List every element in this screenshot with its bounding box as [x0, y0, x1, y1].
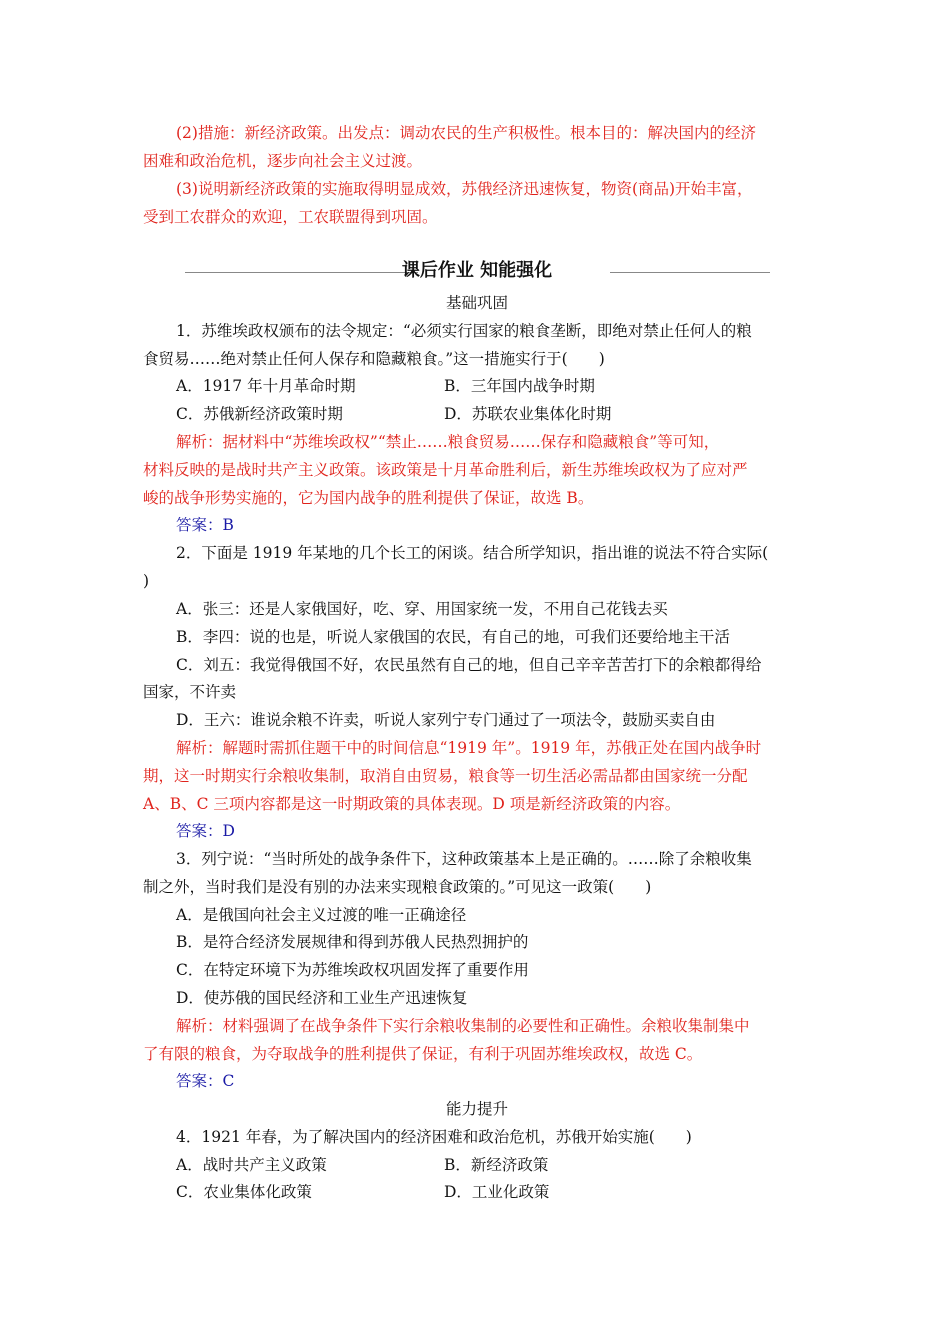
- q4-option-d: D．工业化政策: [444, 1183, 550, 1201]
- prev-answer-p2-line2: 困难和政治危机，逐步向社会主义过渡。: [143, 152, 423, 170]
- subsection-basic: 基础巩固: [445, 294, 508, 312]
- q4-option-c: C．农业集体化政策: [176, 1183, 312, 1201]
- q1-explanation-line2: 材料反映的是战时共产主义政策。该政策是十月革命胜利后，新生苏维埃政权为了应对严: [143, 461, 748, 479]
- q2-option-b: B．李四：说的也是，听说人家俄国的农民，有自己的地，可我们还要给地主干活: [176, 628, 730, 646]
- q2-stem-line1: 2．下面是 1919 年某地的几个长工的闲谈。结合所学知识，指出谁的说法不符合实际(: [176, 544, 769, 562]
- q2-option-c-line1: C．刘五：我觉得俄国不好，农民虽然有自己的地，但自己辛辛苦苦打下的余粮都得给: [176, 656, 762, 674]
- q3-explanation-line1: 解析：材料强调了在战争条件下实行余粮收集制的必要性和正确性。余粮收集制集中: [176, 1017, 750, 1035]
- q1-option-b: B．三年国内战争时期: [444, 377, 595, 395]
- prev-answer-p3-line1: (3)说明新经济政策的实施取得明显成效，苏俄经济迅速恢复，物资(商品)开始丰富，: [176, 180, 753, 198]
- q2-explanation-line3: A、B、C 三项内容都是这一时期政策的具体表现。D 项是新经济政策的内容。: [143, 795, 681, 813]
- prev-answer-p2-line1: (2)措施：新经济政策。出发点：调动农民的生产积极性。根本目的：解决国内的经济: [176, 124, 756, 142]
- q1-option-c: C．苏俄新经济政策时期: [176, 405, 343, 423]
- q1-option-d: D．苏联农业集体化时期: [444, 405, 612, 423]
- q1-explanation-line1: 解析：据材料中“苏维埃政权”“禁止……粮食贸易……保存和隐藏粮食”等可知，: [176, 433, 720, 451]
- q3-stem-line2: 制之外，当时我们是没有别的办法来实现粮食政策的。”可见这一政策( ): [143, 878, 652, 896]
- q2-stem-line2: ): [143, 572, 150, 590]
- q2-answer: 答案：D: [176, 822, 235, 840]
- q3-stem-line1: 3．列宁说：“当时所处的战争条件下，这种政策基本上是正确的。……除了余粮收集: [176, 850, 752, 868]
- q1-stem-line1: 1．苏维埃政权颁布的法令规定：“必须实行国家的粮食垄断，即绝对禁止任何人的粮: [176, 322, 752, 340]
- section-title: 课后作业 知能强化: [401, 260, 553, 281]
- q3-option-d: D．使苏俄的国民经济和工业生产迅速恢复: [176, 989, 468, 1007]
- q3-explanation-line2: 了有限的粮食，为夺取战争的胜利提供了保证，有利于巩固苏维埃政权，故选 C。: [143, 1045, 703, 1063]
- q2-option-d: D．王六：谁说余粮不许卖，听说人家列宁专门通过了一项法令，鼓励买卖自由: [176, 711, 716, 729]
- q3-option-c: C．在特定环境下为苏维埃政权巩固发挥了重要作用: [176, 961, 529, 979]
- q3-answer: 答案：C: [176, 1072, 235, 1090]
- prev-answer-p3-line2: 受到工农群众的欢迎，工农联盟得到巩固。: [143, 208, 438, 226]
- q1-stem-line2: 食贸易……绝对禁止任何人保存和隐藏粮食。”这一措施实行于( ): [143, 350, 605, 368]
- q1-option-a: A．1917 年十月革命时期: [176, 377, 356, 395]
- q2-explanation-line1: 解析：解题时需抓住题干中的时间信息“1919 年”。1919 年，苏俄正处在国内战争时: [176, 739, 762, 757]
- q4-option-a: A．战时共产主义政策: [176, 1156, 327, 1174]
- q4-option-b: B．新经济政策: [444, 1156, 549, 1174]
- q4-stem: 4．1921 年春，为了解决国内的经济困难和政治危机，苏俄开始实施( ): [176, 1128, 692, 1146]
- q3-option-a: A．是俄国向社会主义过渡的唯一正确途径: [176, 906, 467, 924]
- q2-option-c-line2: 国家，不许卖: [143, 683, 237, 701]
- subsection-advanced: 能力提升: [445, 1100, 508, 1118]
- q2-explanation-line2: 期，这一时期实行余粮收集制，取消自由贸易，粮食等一切生活必需品都由国家统一分配: [143, 767, 748, 785]
- q1-answer: 答案：B: [176, 516, 234, 534]
- q2-option-a: A．张三：还是人家俄国好，吃、穿、用国家统一发，不用自己花钱去买: [176, 600, 668, 618]
- q1-explanation-line3: 峻的战争形势实施的，它为国内战争的胜利提供了保证，故选 B。: [143, 489, 594, 507]
- q3-option-b: B．是符合经济发展规律和得到苏俄人民热烈拥护的: [176, 933, 529, 951]
